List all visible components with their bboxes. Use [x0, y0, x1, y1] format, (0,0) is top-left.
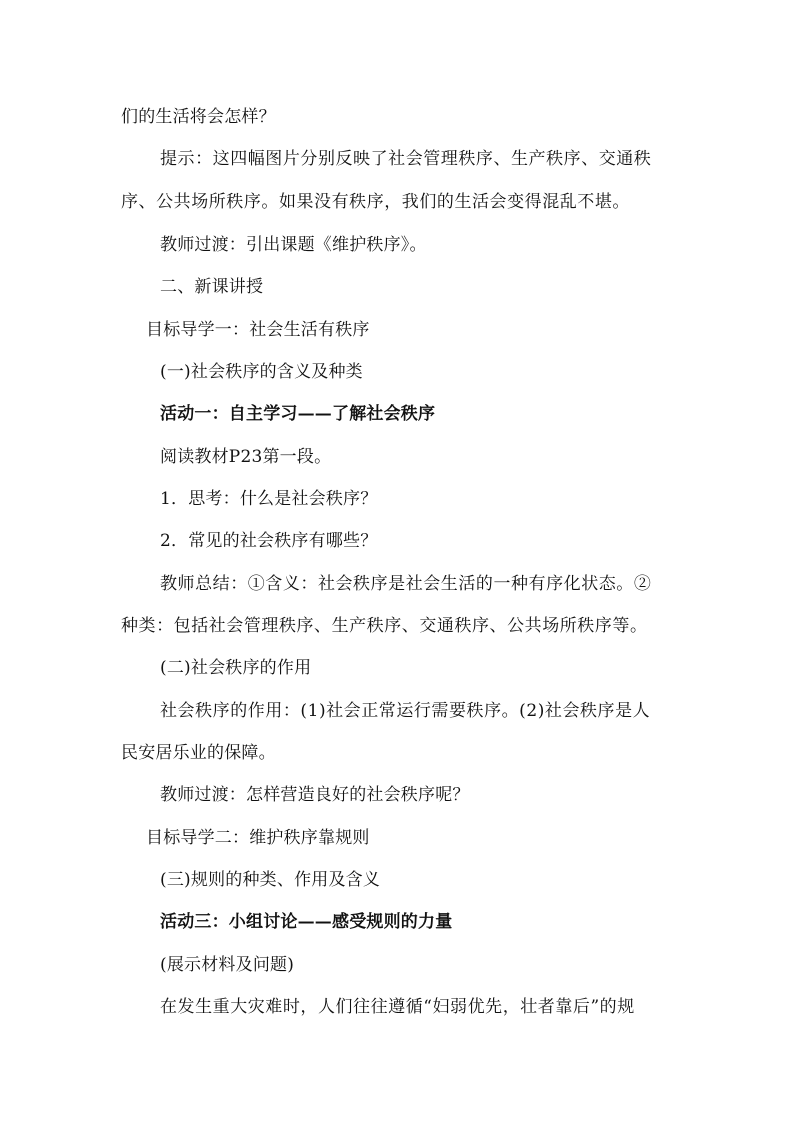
text-line-13: 种类：包括社会管理秩序、生产秩序、交通秩序、公共场所秩序等。 [121, 616, 648, 636]
text-line-12: 教师总结：①含义：社会秩序是社会生活的一种有序化状态。② [160, 574, 652, 594]
subheading-one: (一)社会秩序的含义及种类 [160, 362, 363, 382]
activity-heading-three: 活动三：小组讨论——感受规则的力量 [160, 912, 453, 932]
question-1: 1．思考：什么是社会秩序？ [160, 489, 378, 509]
subheading-two: (二)社会秩序的作用 [160, 658, 312, 678]
text-line-22: 在发生重大灾难时，人们往往遵循“妇弱优先，壮者靠后”的规 [160, 997, 635, 1017]
text-line-4: 教师过渡：引出课题《维护秩序》。 [160, 235, 427, 255]
text-line-3: 序、公共场所秩序。如果没有秩序，我们的生活会变得混乱不堪。 [121, 192, 630, 212]
goal-heading-two: 目标导学二：维护秩序靠规则 [146, 828, 370, 848]
text-line-1: 们的生活将会怎样？ [121, 107, 276, 127]
text-line-15: 社会秩序的作用：(1)社会正常运行需要秩序。(2)社会秩序是人 [160, 701, 651, 721]
text-line-16: 民安居乐业的保障。 [121, 743, 276, 763]
subheading-three: (三)规则的种类、作用及含义 [160, 870, 381, 890]
text-line-9: 阅读教材P23第一段。 [160, 447, 332, 467]
text-line-2: 提示：这四幅图片分别反映了社会管理秩序、生产秩序、交通秩 [160, 149, 652, 169]
activity-heading-one: 活动一：自主学习——了解社会秩序 [160, 404, 436, 424]
text-line-17: 教师过渡：怎样营造良好的社会秩序呢？ [160, 785, 470, 805]
goal-heading-one: 目标导学一：社会生活有秩序 [146, 320, 370, 340]
section-heading-new-lesson: 二、新课讲授 [160, 277, 264, 297]
question-2: 2．常见的社会秩序有哪些？ [160, 531, 378, 551]
text-line-21: (展示材料及问题) [160, 955, 295, 975]
